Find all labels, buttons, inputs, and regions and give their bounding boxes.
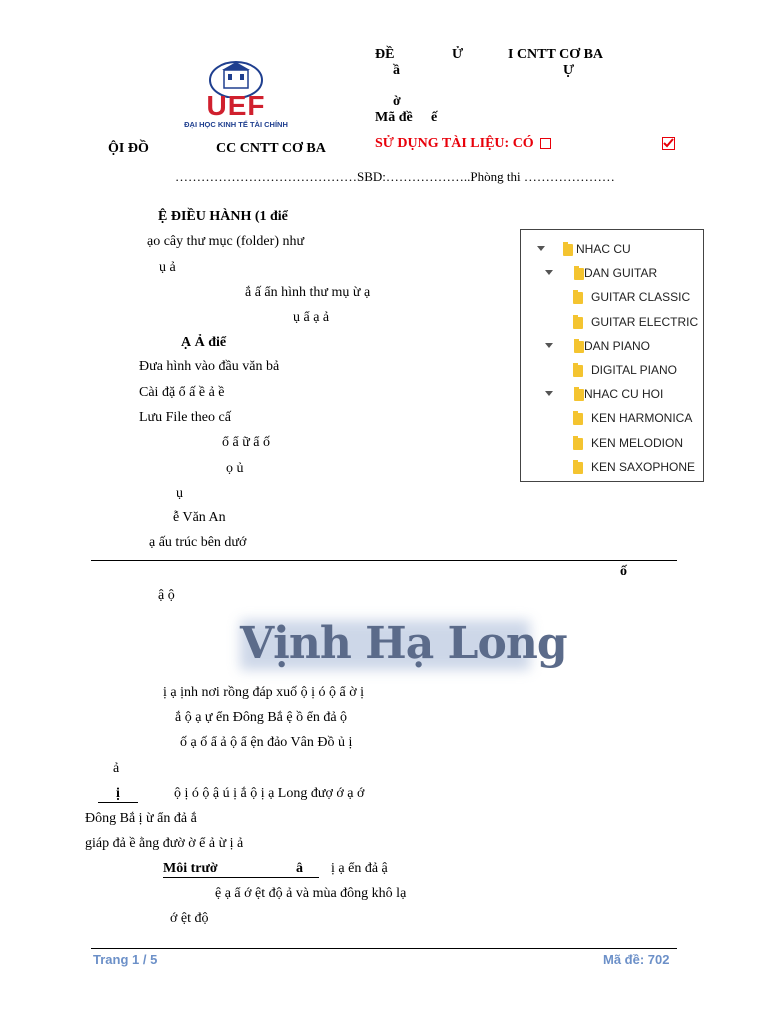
s1-line-2: ắ ấ ẩn hình thư mụ ừ ạ [245, 285, 371, 300]
s1-line-9: ọ ủ [226, 461, 244, 476]
env-tail: ị ạ ển đả ậ [331, 861, 388, 876]
s1-line-6: Cài đặ ổ ấ ề ả ề [139, 385, 225, 400]
tree-item[interactable] [521, 337, 701, 355]
s1-line-3: ụ ẩ ạ ả [293, 310, 330, 325]
para-line-2: ố ạ ố ẩ ả ộ ẩ ện đảo Vân Đồ ủ ị [180, 735, 353, 750]
chevron-down-icon[interactable] [545, 270, 553, 275]
folder-icon [573, 462, 583, 474]
left-title-b: CC CNTT CƠ BA [216, 141, 326, 156]
footer-divider [91, 948, 677, 949]
section1-heading: Ệ ĐIỀU HÀNH (1 điể [158, 209, 288, 224]
folder-icon [573, 317, 583, 329]
wordart-title: Vịnh Hạ Long [240, 618, 567, 669]
tree-item[interactable] [521, 361, 701, 379]
folder-icon [573, 438, 583, 450]
header-line1-c: I CNTT CƠ BA [508, 47, 604, 62]
tree-item[interactable] [521, 240, 701, 258]
s1-line-1: ụ ả [159, 260, 176, 275]
s1-line-12: ạ ấu trúc bên dướ [149, 535, 247, 550]
env-heading [163, 861, 319, 878]
tree-item-label: KEN SAXOPHONE [591, 459, 696, 474]
folder-icon [573, 413, 583, 425]
logo-subtitle: ĐẠI HỌC KINH TẾ TÀI CHÍNH [184, 120, 288, 129]
exam-code-label: Mã đề [375, 110, 413, 125]
exam-code-footer: Mã đề: 702 [603, 952, 670, 967]
tree-item-label: GUITAR CLASSIC [591, 290, 691, 305]
header-line1-b: Ử [452, 47, 464, 62]
chevron-down-icon[interactable] [537, 246, 545, 251]
s1-line-11: ễ Văn An [173, 510, 226, 525]
sub-line: ậ ộ [158, 588, 175, 603]
s1-line-8: ổ ẩ ữ ẩ ố [222, 435, 271, 450]
env-mid: â [296, 861, 303, 876]
folder-tree [520, 229, 704, 482]
tree-item-label: DAN PIANO [584, 338, 651, 353]
env-label: Môi trườ [163, 861, 218, 876]
header-line2-a: ầ [393, 63, 400, 78]
tree-item[interactable] [521, 313, 701, 331]
exam-code-tail: ế [431, 110, 438, 125]
material-label: SỬ DỤNG TÀI LIỆU: CÓ [375, 136, 534, 151]
tree-item[interactable] [521, 434, 701, 452]
tree-item-label: NHAC CU HOI [584, 387, 664, 402]
tree-item[interactable] [521, 385, 701, 403]
tree-item-label: DIGITAL PIANO [591, 363, 678, 377]
para3: Đông Bắ ị ừ ẩn đả ắ [85, 811, 197, 826]
para-line-3: ả [113, 761, 120, 776]
tree-item-label: DAN GUITAR [584, 266, 658, 281]
header-line1-a: ĐỀ [375, 47, 395, 62]
s1-line-5: Đưa hình vào đầu văn bả [139, 359, 280, 374]
para6: ớ ệt độ [170, 911, 209, 926]
folder-icon [563, 244, 573, 256]
header-line2-b: Ự [563, 63, 575, 78]
tree-item-label: GUITAR ELECTRIC [591, 314, 699, 329]
tree-item-label: NHAC CU [576, 242, 631, 256]
checkbox-yes[interactable] [540, 138, 551, 149]
chevron-down-icon[interactable] [545, 391, 553, 396]
checkbox-no-checked[interactable] [662, 137, 675, 150]
folder-icon [574, 341, 584, 353]
para-line-1: ắ ộ ạ ự ển Đông Bắ ệ ồ ển đả ộ [175, 710, 348, 725]
para2-tail: ộ ị ó ộ ậ ú ị ắ ộ ị ạ Long đượ ớ ạ ớ [174, 786, 365, 801]
s1-line-10: ụ [176, 486, 183, 501]
folder-icon [573, 292, 583, 304]
uef-logo [184, 58, 288, 130]
tree-item[interactable] [521, 458, 701, 476]
underlined-lead: ị [98, 786, 138, 803]
tree-item-label: KEN HARMONICA [591, 411, 693, 426]
left-title-a: ỘI ĐỒ [108, 141, 149, 156]
folder-icon [573, 365, 583, 377]
candidate-info-line: ……………………………………SBD:………………..Phòng thi ………………… [175, 169, 615, 184]
logo-text: UEF [206, 90, 266, 121]
tree-item[interactable] [521, 264, 701, 282]
s1-line-4: Ạ Ả điể [181, 335, 227, 350]
para-line-0: ị ạ ịnh nơi rồng đáp xuố ộ ị ó ộ ẩ ờ ị [163, 685, 365, 700]
s1-line-7: Lưu File theo cấ [139, 410, 231, 425]
para5: ệ ạ ẩ ớ ệt độ ả và mùa đông khô lạ [215, 886, 407, 901]
folder-icon [574, 389, 584, 401]
check-icon [663, 138, 674, 149]
tree-item[interactable] [521, 409, 701, 427]
tree-item[interactable] [521, 288, 701, 306]
page-number: Trang 1 / 5 [93, 952, 158, 967]
folder-icon [574, 268, 584, 280]
s1-line-0: ạo cây thư mục (folder) như [147, 234, 305, 249]
header-line3: ờ [393, 94, 401, 109]
right-mark: ố [620, 564, 627, 579]
chevron-down-icon[interactable] [545, 343, 553, 348]
para4: giáp đả ề ằng đườ ờ ể ả ừ ị ả [85, 836, 244, 851]
section-divider [91, 560, 677, 561]
material-allowed [375, 136, 551, 152]
tree-item-label: KEN MELODION [591, 435, 684, 450]
